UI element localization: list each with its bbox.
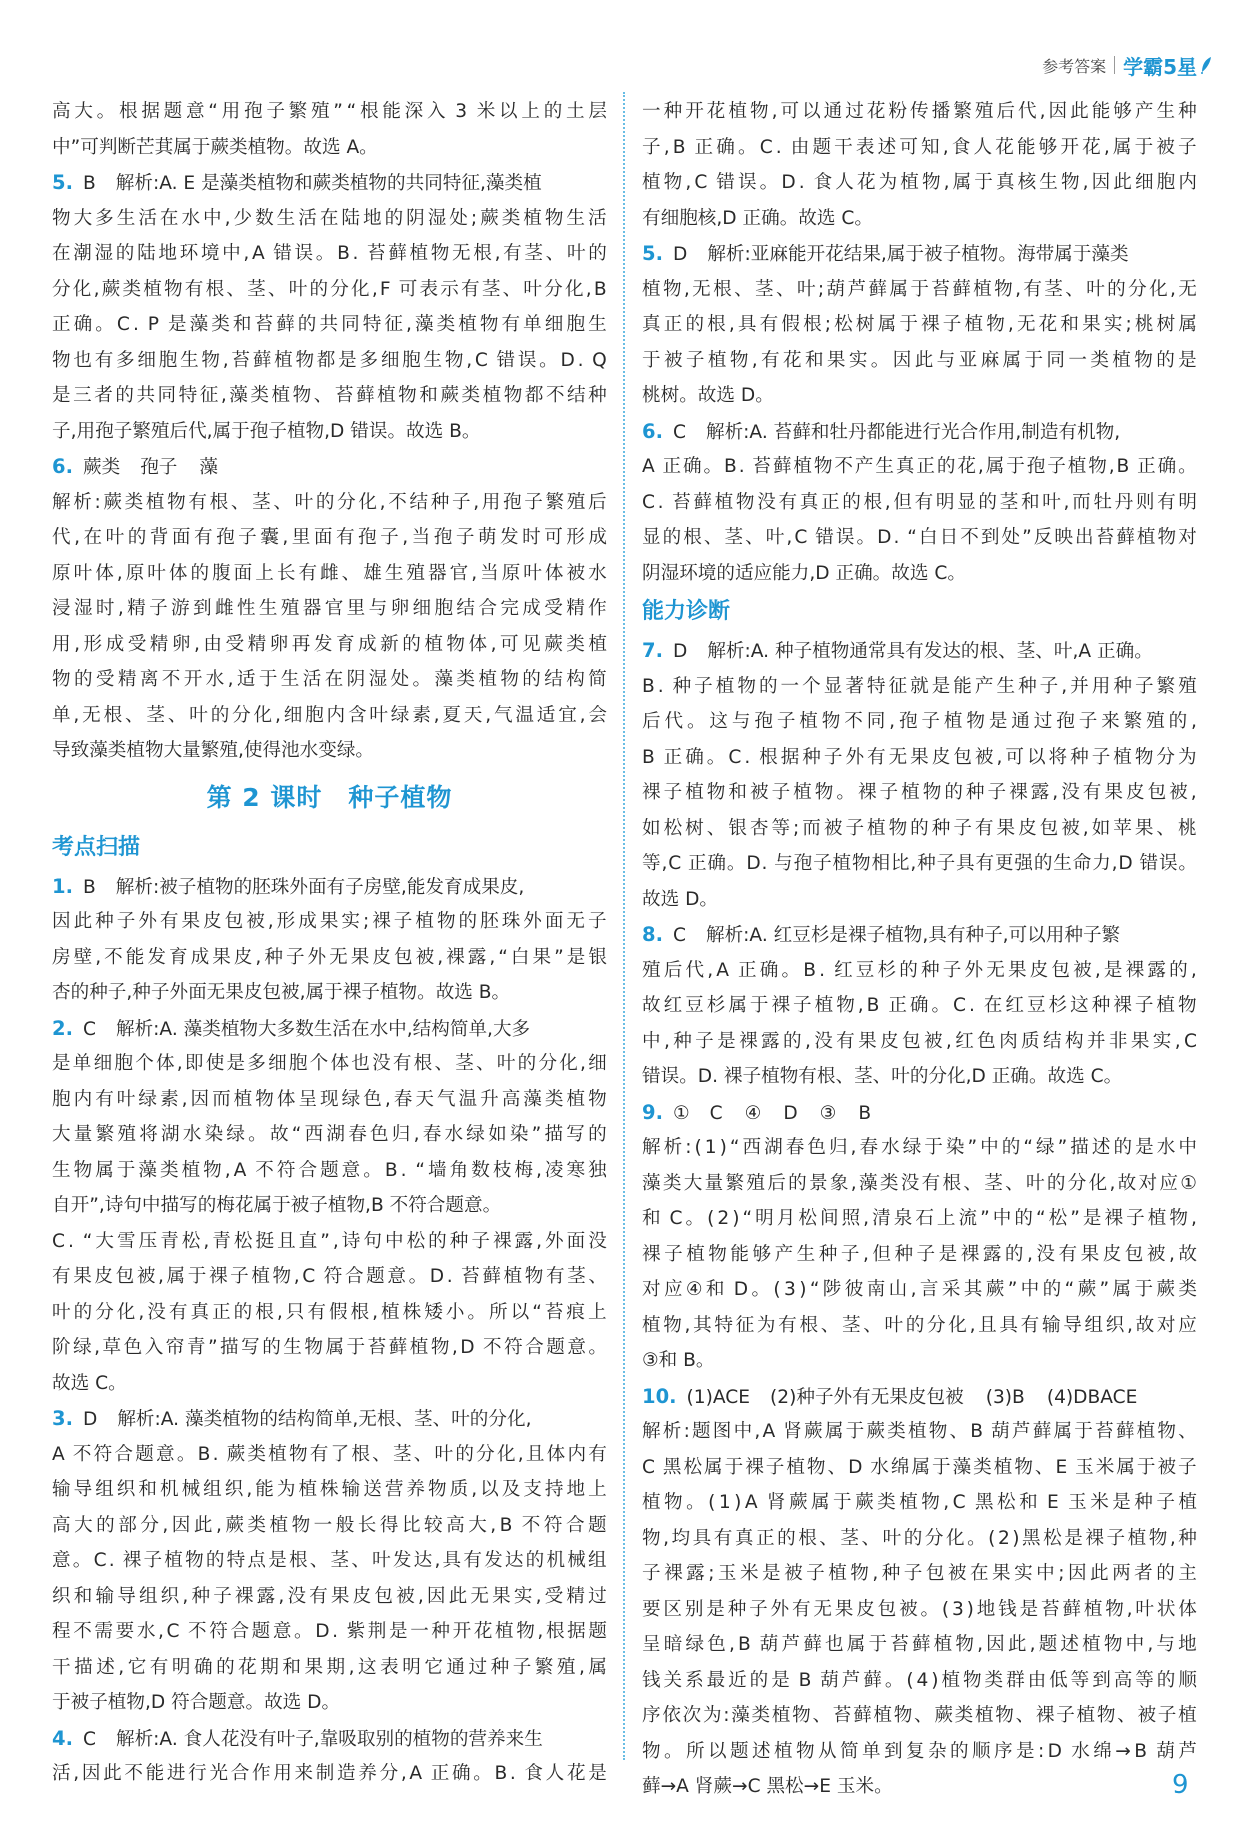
text-line: 高 大 。 根 据 题 意 “ 用 孢 子 繁 殖 ” “ 根 能 深 入 3 米 以 上 的 土 层 [52, 101, 607, 122]
text-line: 阶 绿 , 草 色 入 帘 青 ” 描 写 的 生 物 属 于 苔 藓 植 物 , D 不 符 合 题 意 。 [52, 1337, 607, 1358]
answer-blank-5: ③ [819, 1102, 837, 1124]
section-heading-scan: 考点扫描 [52, 834, 141, 860]
scan-question-4 [52, 1721, 607, 1792]
text-line: C . “ 大 雪 压 青 松 , 青 松 挺 且 直 ” , 诗 句 中 松 的 种 子 裸 露 , 外 面 没 [52, 1230, 607, 1252]
scan-question-1 [52, 869, 607, 1011]
header-separator [1114, 56, 1115, 74]
text-line: ③和 B。 [642, 1350, 715, 1371]
text-line: 于 被 子 植 物 , 有 花 和 果 实 。 因 此 与 亚 麻 属 于 同 一 类 植 物 的 是 [642, 349, 1197, 371]
explanation-start: 解析:A. 藻类植物的结构简单,无根、茎、叶的分化, [117, 1409, 532, 1430]
text-line: 子,用孢子繁殖后代,属于孢子植物,D 错误。故选 B。 [52, 420, 481, 442]
text-line: 织 和 输 导 组 织 , 种 子 裸 露 , 没 有 果 皮 包 被 , 因 此 无 果 实 , 受 精 过 [52, 1585, 607, 1607]
answer-blank-1: 蕨类 [82, 457, 121, 478]
text-line: 钱 关 系 最 近 的 是 B 葫 芦 藓 。 ( 4 ) 植 物 类 群 由 低 等 到 高 等 的 顺 [642, 1669, 1197, 1691]
page-number: 9 [1172, 1770, 1189, 1800]
text-line: 杏的种子,种子外面无果皮包被,属于裸子植物。故选 B。 [52, 982, 511, 1003]
ability-question-9 [642, 1095, 1197, 1379]
text-line: 真 正 的 根 , 具 有 假 根 ; 松 树 属 于 裸 子 植 物 , 无 花 和 果 实 ; 桃 树 属 [642, 314, 1197, 335]
text-line: 于被子植物,D 符合题意。故选 D。 [52, 1692, 341, 1713]
ability-question-7 [642, 633, 1197, 917]
text-line: 后 代 。 这 与 孢 子 植 物 不 同 , 孢 子 植 物 是 通 过 孢 子 来 繁 殖 的 , [642, 711, 1197, 732]
question-answer: D [82, 1409, 98, 1430]
column-divider [623, 92, 625, 1760]
text-line: 物 。 所 以 题 述 植 物 从 简 单 到 复 杂 的 顺 序 是 : D 水 绵 → B 葫 芦 [642, 1740, 1197, 1762]
explanation-start: 解析:A. 种子植物通常具有发达的根、茎、叶,A 正确。 [707, 641, 1153, 662]
text-line: 大 量 繁 殖 将 湖 水 染 绿 。 故 “ 西 湖 春 色 归 , 春 水 绿 如 染 ” 描 写 的 [52, 1124, 607, 1145]
answer-blank-2: C [709, 1102, 723, 1124]
text-line: A 正 确 。 B . 苔 藓 植 物 不 产 生 真 正 的 花 , 属 于 孢 子 植 物 , B 正 确 。 [642, 456, 1197, 477]
question-answer: C [672, 925, 686, 946]
scan-question-6 [642, 414, 1197, 592]
question-answer: C [82, 1018, 96, 1040]
question-number: 5. [642, 242, 663, 265]
text-line: 如 松 树 、 银 杏 等 ; 而 被 子 植 物 的 种 子 有 果 皮 包 被 , 如 苹 果 、 桃 [642, 817, 1197, 839]
scan-question-5 [642, 236, 1197, 414]
text-line: B . 种 子 植 物 的 一 个 显 著 特 征 就 是 能 产 生 种 子 , 并 用 种 子 繁 殖 [642, 675, 1197, 697]
question-6 [52, 449, 607, 769]
text-line: 桃树。故选 D。 [642, 385, 774, 406]
question-5 [52, 165, 607, 449]
question-number: 1. [52, 874, 73, 898]
text-line: 故选 C。 [52, 1372, 127, 1394]
text-line: 物 大 多 生 活 在 水 中 , 少 数 生 活 在 陆 地 的 阴 湿 处 ; 蕨 类 植 物 生 活 [52, 207, 607, 229]
text-line: 植 物 。 ( 1 ) A 肾 蕨 属 于 蕨 类 植 物 , C 黑 松 和 E 玉 米 是 种 子 植 [642, 1492, 1197, 1513]
scan-question-3 [52, 1401, 607, 1721]
answer-blank-1: ① [672, 1102, 690, 1124]
text-line: 显 的 根 、 茎 、 叶 , C 错 误 。 D . “ 白 日 不 到 处 ” 反 映 出 苔 藓 植 物 对 [642, 527, 1197, 548]
explanation-start: 解析:亚麻能开花结果,属于被子植物。海带属于藻类 [707, 244, 1129, 265]
answer-blank-2: 孢子 [140, 457, 178, 478]
text-line: 一 种 开 花 植 物 , 可 以 通 过 花 粉 传 播 繁 殖 后 代 , 因 此 能 够 产 生 种 [642, 101, 1197, 122]
explanation-start: 解析:A. 苔藓和牡丹都能进行光合作用,制造有机物, [705, 421, 1121, 443]
text-line: 植 物 , 其 特 征 为 有 根 、 茎 、 叶 的 分 化 , 且 具 有 输 导 组 织 , 故 对 应 [642, 1314, 1197, 1336]
text-line: 故选 D。 [642, 888, 719, 910]
question-answer: C [82, 1728, 96, 1750]
answer-part-4: (4)DBACE [1046, 1386, 1138, 1408]
text-line: 等 , C 正 确 。 D . 与 孢 子 植 物 相 比 , 种 子 具 有 更 强 的 生 命 力 , D 错 误 。 [642, 853, 1197, 874]
text-line: 原 叶 体 , 原 叶 体 的 腹 面 上 长 有 雌 、 雄 生 殖 器 官 , 当 原 叶 体 被 水 [52, 562, 607, 584]
text-line: C . 苔 藓 植 物 没 有 真 正 的 根 , 但 有 明 显 的 茎 和 叶 , 而 牡 丹 则 有 明 [642, 491, 1197, 513]
text-line: 浸 湿 时 , 精 子 游 到 雌 性 生 殖 器 官 里 与 卵 细 胞 结 合 完 成 受 精 作 [52, 598, 607, 619]
text-line: 裸 子 植 物 能 够 产 生 种 子 , 但 种 子 是 裸 露 的 , 没 有 果 皮 包 被 , 故 [642, 1243, 1197, 1265]
question-number: 4. [52, 1726, 73, 1750]
text-line: 有 果 皮 包 被 , 属 于 裸 子 植 物 , C 符 合 题 意 。 D . 苔 藓 植 物 有 茎 、 [52, 1266, 607, 1287]
text-line: 意 。 C . 裸 子 植 物 的 特 点 是 根 、 茎 、 叶 发 达 , 具 有 发 达 的 机 械 组 [52, 1550, 607, 1571]
q4-continuation [52, 94, 607, 165]
text-line: 程 不 需 要 水 , C 不 符 合 题 意 。 D . 紫 荆 是 一 种 开 花 植 物 , 根 据 题 [52, 1621, 607, 1642]
text-line: 和 C 。 ( 2 ) “ 明 月 松 间 照 , 清 泉 石 上 流 ” 中 的 “ 松 ” 是 裸 子 植 物 , [642, 1208, 1197, 1229]
answer-blank-3: ④ [744, 1102, 762, 1124]
text-line: 植 物 , C 错 误 。 D . 食 人 花 为 植 物 , 属 于 真 核 生 物 , 因 此 细 胞 内 [642, 172, 1197, 193]
question-number: 5. [52, 171, 73, 194]
text-line: 高 大 的 部 分 , 因 此 , 蕨 类 植 物 一 般 长 得 比 较 高 大 , B 不 符 合 题 [52, 1514, 607, 1536]
text-line: 要 区 别 是 种 子 外 有 无 果 皮 包 被 。 ( 3 ) 地 钱 是 苔 藓 植 物 , 叶 状 体 [642, 1598, 1197, 1620]
text-line: 输 导 组 织 和 机 械 组 织 , 能 为 植 株 输 送 营 养 物 质 , 以 及 支 持 地 上 [52, 1479, 607, 1500]
answer-part-3: (3)B [985, 1386, 1025, 1408]
answer-part-1: (1)ACE [686, 1386, 751, 1408]
answer-blank-4: D [783, 1102, 798, 1124]
answer-blank-6: B [858, 1102, 872, 1124]
text-line: 自开”,诗句中描写的梅花属于被子植物,B 不符合题意。 [52, 1195, 502, 1216]
explanation-start: 解析:被子植物的胚珠外面有子房壁,能发育成果皮, [115, 876, 525, 898]
text-line: 中 , 种 子 是 裸 露 的 , 没 有 果 皮 包 被 , 红 色 肉 质 结 构 并 非 果 实 , C [642, 1030, 1197, 1052]
answer-blank-3: 藻 [199, 457, 218, 478]
text-line: 在 潮 湿 的 陆 地 环 境 中 , A 错 误 。 B . 苔 藓 植 物 无 根 , 有 茎 、 叶 的 [52, 243, 607, 264]
answer-part-2: (2)种子外有无果皮包被 [770, 1386, 964, 1408]
text-line: 单 , 无 根 、 茎 、 叶 的 分 化 , 细 胞 内 含 叶 绿 素 , 夏 天 , 气 温 适 宜 , 会 [52, 704, 607, 726]
text-line: 物 也 有 多 细 胞 生 物 , 苔 藓 植 物 都 是 多 细 胞 生 物 , C 错 误 。 D . Q [52, 349, 607, 371]
question-number: 6. [642, 419, 663, 443]
lesson-number: 第 2 课时 [206, 782, 323, 812]
scan-question-4-continuation [642, 94, 1197, 236]
text-line: 代 , 在 叶 的 背 面 有 孢 子 囊 , 里 面 有 孢 子 , 当 孢 子 萌 发 时 可 形 成 [52, 527, 607, 548]
question-number: 8. [642, 923, 663, 946]
text-line: 因 此 种 子 外 有 果 皮 包 被 , 形 成 果 实 ; 裸 子 植 物 的 胚 珠 外 面 无 子 [52, 911, 607, 932]
ability-question-10 [642, 1379, 1197, 1805]
question-answer: C [672, 421, 686, 443]
text-line: 子 裸 露 ; 玉 米 是 被 子 植 物 , 种 子 包 被 在 果 实 中 ; 因 此 两 者 的 主 [642, 1563, 1197, 1584]
text-line: 呈 暗 绿 色 , B 葫 芦 藓 也 属 于 苔 藓 植 物 , 因 此 , 题 述 植 物 中 , 与 地 [642, 1634, 1197, 1655]
lesson-name: 种子植物 [348, 782, 453, 812]
text-line: 解 析 : 题 图 中 , A 肾 蕨 属 于 蕨 类 植 物 、 B 葫 芦 藓 属 于 苔 藓 植 物 、 [642, 1421, 1197, 1442]
text-line: 子 , B 正 确 。 C . 由 题 干 表 述 可 知 , 食 人 花 能 够 开 花 , 属 于 被 子 [642, 136, 1197, 158]
text-line: 房 壁 , 不 能 发 育 成 果 皮 , 种 子 外 无 果 皮 包 被 , 裸 露 , “ 白 果 ” 是 银 [52, 946, 607, 968]
text-line: 活 , 因 此 不 能 进 行 光 合 作 用 来 制 造 养 分 , A 正 确 。 B . 食 人 花 是 [52, 1763, 607, 1784]
text-line: B 正 确 。 C . 根 据 种 子 外 有 无 果 皮 包 被 , 可 以 将 种 子 植 物 分 为 [642, 746, 1197, 768]
text-line: 叶 的 分 化 , 没 有 真 正 的 根 , 只 有 假 根 , 植 株 矮 小 。 所 以 “ 苔 痕 上 [52, 1301, 607, 1323]
text-line: 对 应 ④ 和 D 。 ( 3 ) “ 陟 彼 南 山 , 言 采 其 蕨 ” 中 的 “ 蕨 ” 属 于 蕨 类 [642, 1279, 1197, 1300]
text-line: 殖 后 代 , A 正 确 。 B . 红 豆 杉 的 种 子 外 无 果 皮 包 被 , 是 裸 露 的 , [642, 959, 1197, 981]
right-column [642, 94, 1197, 1805]
question-number: 9. [642, 1100, 663, 1124]
text-line: 导致藻类植物大量繁殖,使得池水变绿。 [52, 740, 375, 761]
question-number: 6. [52, 455, 73, 478]
text-line: 干 描 述 , 它 有 明 确 的 花 期 和 果 期 , 这 表 明 它 通 过 种 子 繁 殖 , 属 [52, 1656, 607, 1678]
explanation-start: 解析:A. 红豆杉是裸子植物,具有种子,可以用种子繁 [705, 925, 1121, 946]
question-answer: D [672, 244, 688, 265]
text-line: 错误。D. 裸子植物有根、茎、叶的分化,D 正确。故选 C。 [642, 1066, 1123, 1087]
explanation-start: 解析:A. 藻类植物大多数生活在水中,结构简单,大多 [115, 1018, 531, 1040]
text-line: 故 红 豆 杉 属 于 裸 子 植 物 , B 正 确 。 C . 在 红 豆 杉 这 种 裸 子 植 物 [642, 995, 1197, 1016]
question-answer: B [82, 876, 96, 898]
section-heading-ability: 能力诊断 [642, 599, 731, 624]
text-line: 解 析 : 蕨 类 植 物 有 根 、 茎 、 叶 的 分 化 , 不 结 种 子 , 用 孢 子 繁 殖 后 [52, 491, 607, 513]
text-line: 裸 子 植 物 和 被 子 植 物 。 裸 子 植 物 的 种 子 裸 露 , 没 有 果 皮 包 被 , [642, 782, 1197, 803]
explanation-start: 解析:A. 食人花没有叶子,靠吸取别的植物的营养来生 [115, 1728, 543, 1750]
explanation-start: 解析:A. E 是藻类植物和蕨类植物的共同特征,藻类植 [115, 173, 542, 194]
text-line: 藓→A 肾蕨→C 黑松→E 玉米。 [642, 1776, 893, 1797]
question-number: 10. [642, 1384, 677, 1408]
brand-leaf-icon [1200, 56, 1212, 74]
scan-question-2 [52, 1011, 607, 1402]
question-answer: D [672, 641, 688, 662]
question-number: 7. [642, 639, 663, 662]
question-number: 3. [52, 1407, 73, 1430]
question-answer: B [82, 173, 96, 194]
question-number: 2. [52, 1016, 73, 1040]
text-line: 物 , 均 具 有 真 正 的 根 、 茎 、 叶 的 分 化 。 ( 2 ) 黑 松 是 裸 子 植 物 , 种 [642, 1527, 1197, 1549]
text-line: 序 依 次 为 : 藻 类 植 物 、 苔 藓 植 物 、 蕨 类 植 物 、 裸 子 植 物 、 被 子 植 [642, 1705, 1197, 1726]
text-line: 胞 内 有 叶 绿 素 , 因 而 植 物 体 呈 现 绿 色 , 春 天 气 温 升 高 藻 类 植 物 [52, 1088, 607, 1110]
text-line: 是 单 细 胞 个 体 , 即 使 是 多 细 胞 个 体 也 没 有 根 、 茎 、 叶 的 分 化 , 细 [52, 1053, 607, 1074]
ability-question-8 [642, 917, 1197, 1095]
text-line: 有细胞核,D 正确。故选 C。 [642, 207, 873, 229]
text-line: 物 的 受 精 离 不 开 水 , 适 于 生 活 在 阴 湿 处 。 藻 类 植 物 的 结 构 简 [52, 669, 607, 690]
text-line: 分 化 , 蕨 类 植 物 有 根 、 茎 、 叶 的 分 化 , F 可 表 示 有 茎 、 叶 分 化 , B [52, 278, 607, 300]
text-line: 藻 类 大 量 繁 殖 后 的 景 象 , 藻 类 没 有 根 、 茎 、 叶 的 分 化 , 故 对 应 ① [642, 1172, 1197, 1194]
left-column [52, 94, 607, 1792]
page-header [1042, 52, 1212, 78]
lesson-title [52, 769, 607, 827]
text-line: 生 物 属 于 藻 类 植 物 , A 不 符 合 题 意 。 B . “ 墙 角 数 枝 梅 , 凌 寒 独 [52, 1159, 607, 1181]
text-line: 解 析 : ( 1 ) “ 西 湖 春 色 归 , 春 水 绿 于 染 ” 中 的 “ 绿 ” 描 述 的 是 水 中 [642, 1137, 1197, 1158]
text-line: 正 确 。 C . P 是 藻 类 和 苔 藓 的 共 同 特 征 , 藻 类 植 物 有 单 细 胞 生 [52, 314, 607, 335]
brand-name: 学霸5星 [1123, 54, 1197, 79]
text-line: A 不 符 合 题 意 。 B . 蕨 类 植 物 有 了 根 、 茎 、 叶 的 分 化 , 且 体 内 有 [52, 1443, 607, 1465]
text-line: 植 物 , 无 根 、 茎 、 叶 ; 葫 芦 藓 属 于 苔 藓 植 物 , 有 茎 、 叶 的 分 化 , 无 [642, 278, 1197, 300]
text-line: 阴湿环境的适应能力,D 正确。故选 C。 [642, 562, 966, 584]
text-line: 用 , 形 成 受 精 卵 , 由 受 精 卵 再 发 育 成 新 的 植 物 体 , 可 见 蕨 类 植 [52, 633, 607, 655]
text-line: C 黑 松 属 于 裸 子 植 物 、 D 水 绵 属 于 藻 类 植 物 、 E 玉 米 属 于 被 子 [642, 1456, 1197, 1478]
text-line: 是 三 者 的 共 同 特 征 , 藻 类 植 物 、 苔 藓 植 物 和 蕨 类 植 物 都 不 结 种 [52, 385, 607, 406]
text-line: 中”可判断芒萁属于蕨类植物。故选 A。 [52, 136, 378, 158]
answer-key-label: 参考答案 [1042, 56, 1107, 76]
